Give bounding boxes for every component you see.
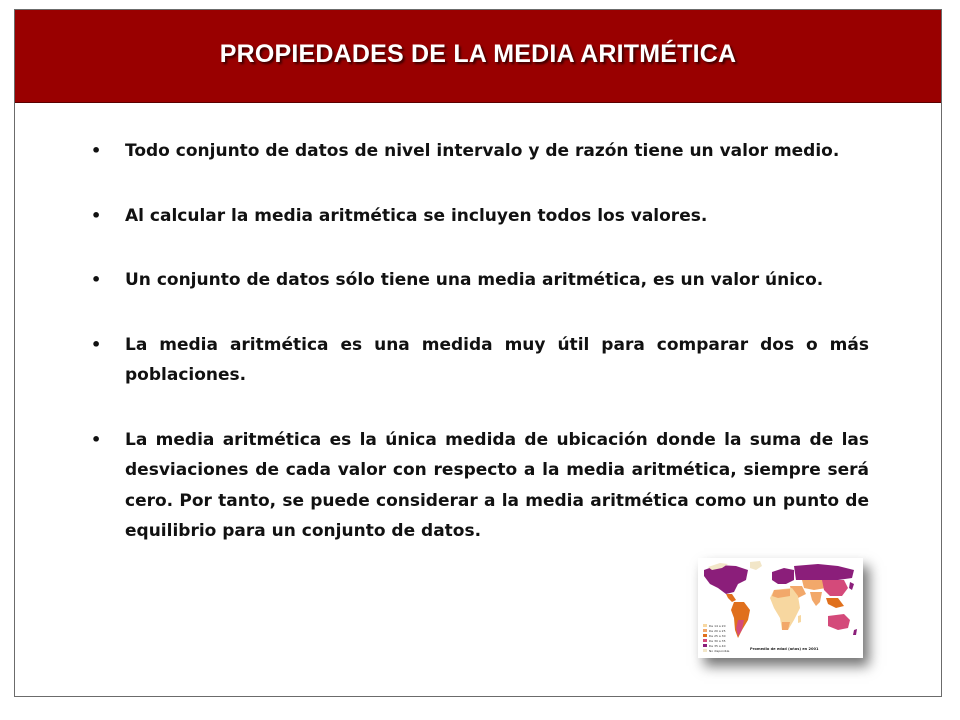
title-bar: [15, 10, 941, 103]
bullet-item: • La media aritmética es la única medida de ubicación donde la suma de las desviaciones de cada valor con respecto a la media aritmética, siempre será cero. Por tanto, se puede considerar a la media aritmética como un punto de equilibrio para un conjunto de datos.: [91, 425, 869, 547]
legend-label: De 25 a 30: [709, 634, 726, 638]
bullet-item: • La media aritmética es una medida muy útil para comparar dos o más poblaciones.: [91, 330, 869, 391]
bullet-item: • Al calcular la media aritmética se incluyen todos los valores.: [91, 201, 869, 232]
bullet-item: • Un conjunto de datos sólo tiene una media aritmética, es un valor único.: [91, 265, 869, 296]
slide-title: PROPIEDADES DE LA MEDIA ARITMÉTICA: [219, 39, 737, 68]
world-map-svg: [698, 558, 863, 658]
map-caption: Promedio de edad (años) en 2001: [750, 647, 819, 651]
bullet-item: • Todo conjunto de datos de nivel intervalo y de razón tiene un valor medio.: [91, 136, 869, 167]
legend-label: No disponible: [709, 649, 730, 653]
bullet-list: [91, 136, 869, 581]
legend-label: De 20 a 25: [709, 629, 726, 633]
world-map-image: [698, 558, 863, 658]
legend-label: De 30 a 35: [709, 639, 726, 643]
legend-label: De 14 a 20: [709, 624, 726, 628]
legend-label: De 35 a 40: [709, 644, 726, 648]
